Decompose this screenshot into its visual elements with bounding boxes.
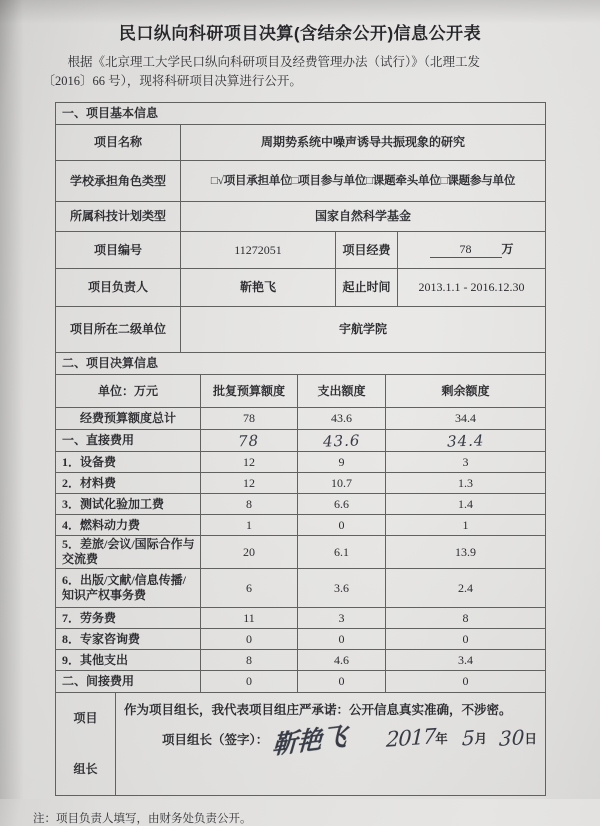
row-budget-handwritten <box>201 430 298 452</box>
row-spent: 10.7 <box>298 473 386 494</box>
funding-value: 78 <box>430 242 502 258</box>
column-header-budget: 批复预算额度 <box>201 375 298 408</box>
row-spent-handwritten <box>298 430 386 452</box>
row-remain: 3 <box>386 452 546 473</box>
row-budget: 12 <box>201 473 298 494</box>
unit-label: 项目所在二级单位 <box>56 307 181 353</box>
intro-line-1: 根据《北京理工大学民口纵向科研项目及经费管理办法（试行）》（北理工发 <box>67 55 481 69</box>
row-remain: 3.4 <box>386 650 546 671</box>
settlement-row-labor <box>56 608 546 629</box>
row-spent: 9 <box>298 452 386 473</box>
date-year-handwriting: 2017 <box>385 723 436 752</box>
row-budget: 0 <box>201 671 298 693</box>
side-label-line2: 组长 <box>73 762 98 776</box>
plan-type-row <box>56 202 546 232</box>
signature-side-label-cell <box>56 693 116 796</box>
row-spent: 0 <box>298 671 386 693</box>
row-budget: 6 <box>201 569 298 608</box>
signature-row <box>56 693 546 796</box>
row-label: 9．其他支出 <box>56 650 201 671</box>
row-label: 5．差旅/会议/国际合作与交流费 <box>56 536 201 569</box>
row-spent: 6.6 <box>298 494 386 515</box>
settlement-header-row <box>56 375 546 408</box>
project-no-value: 11272051 <box>181 232 336 269</box>
settlement-table <box>55 352 546 693</box>
row-label: 7．劳务费 <box>56 608 201 629</box>
row-remain: 0 <box>386 671 546 693</box>
signature-line <box>116 719 545 765</box>
basic-info-table <box>55 102 546 353</box>
handwritten-number: 78 <box>238 431 260 451</box>
date-year-suffix: 年 <box>435 732 448 747</box>
row-label: 2．材料费 <box>56 473 201 494</box>
row-spent: 3 <box>298 608 386 629</box>
row-label: 3．测试化验加工费 <box>56 494 201 515</box>
row-budget: 20 <box>201 536 298 569</box>
handwritten-number: 43.6 <box>322 431 361 451</box>
settlement-row-equipment <box>56 452 546 473</box>
row-label: 6．出版/文献/信息传播/知识产权事务费 <box>56 569 201 608</box>
settlement-row-indirect <box>56 671 546 693</box>
settlement-row-testing <box>56 494 546 515</box>
project-name-row <box>56 125 546 161</box>
row-budget: 8 <box>201 494 298 515</box>
row-remain: 13.9 <box>386 536 546 569</box>
settlement-row-fuel <box>56 515 546 536</box>
row-spent: 0 <box>298 515 386 536</box>
row-budget: 78 <box>201 408 298 430</box>
row-remain: 2.4 <box>386 569 546 608</box>
row-spent: 4.6 <box>298 650 386 671</box>
row-label: 一、直接费用 <box>56 430 201 452</box>
column-header-unit: 单位：万元 <box>56 375 201 408</box>
row-budget: 1 <box>201 515 298 536</box>
settlement-row-other <box>56 650 546 671</box>
role-type-label: 学校承担角色类型 <box>56 161 181 202</box>
row-label: 二、间接费用 <box>56 671 201 693</box>
row-label: 4．燃料动力费 <box>56 515 201 536</box>
row-label: 经费预算额度总计 <box>56 408 201 430</box>
plan-type-label: 所属科技计划类型 <box>56 202 181 232</box>
row-budget: 12 <box>201 452 298 473</box>
unit-value: 宇航学院 <box>181 307 546 353</box>
plan-type-value: 国家自然科学基金 <box>181 202 546 232</box>
sign-label: 项目组长（签字）： <box>162 733 269 748</box>
commitment-statement: 作为项目组长，我代表项目组庄严承诺：公开信息真实准确，不涉密。 <box>124 703 512 717</box>
row-remain: 34.4 <box>386 408 546 430</box>
date-month-handwriting: 5 <box>461 725 475 751</box>
unit-row <box>56 307 546 353</box>
handwritten-number: 34.4 <box>446 431 485 451</box>
column-header-spent: 支出额度 <box>298 375 386 408</box>
funding-label: 项目经费 <box>336 232 398 269</box>
role-type-checkboxes: □√项目承担单位□项目参与单位□课题牵头单位□课题参与单位 <box>181 161 546 202</box>
signature-handwriting: 靳艳飞 <box>271 721 348 760</box>
signature-date <box>386 725 537 753</box>
leader-value: 靳艳飞 <box>181 269 336 307</box>
row-remain: 8 <box>386 608 546 629</box>
project-name-label: 项目名称 <box>56 125 181 161</box>
form-title: 民口纵向科研项目决算(含结余公开)信息公开表 <box>118 24 482 43</box>
signature-table <box>55 692 546 796</box>
row-spent: 0 <box>298 629 386 650</box>
intro-paragraph <box>43 53 558 91</box>
date-day-suffix: 日 <box>524 732 537 747</box>
footnote: 注：项目负责人填写，由财务处负责公开。 <box>33 813 252 825</box>
project-no-label: 项目编号 <box>56 232 181 269</box>
funding-value-cell <box>398 232 546 269</box>
project-name-value: 周期势系统中噪声诱导共振现象的研究 <box>181 125 546 161</box>
date-day-handwriting: 30 <box>498 724 525 751</box>
row-spent: 6.1 <box>298 536 386 569</box>
row-budget: 11 <box>201 608 298 629</box>
signature-side-label <box>56 693 115 795</box>
row-label: 1．设备费 <box>56 452 201 473</box>
settlement-row-direct <box>56 430 546 452</box>
row-remain: 0 <box>386 629 546 650</box>
signature-content-cell <box>116 693 546 796</box>
project-no-row <box>56 232 546 269</box>
row-spent: 43.6 <box>298 408 386 430</box>
settlement-row-publication <box>56 569 546 608</box>
settlement-section-title: 二、项目决算信息 <box>56 353 546 375</box>
row-budget: 8 <box>201 650 298 671</box>
form-table <box>55 102 545 796</box>
basic-info-section-title: 一、项目基本信息 <box>56 103 546 125</box>
settlement-row-travel <box>56 536 546 569</box>
date-month-suffix: 月 <box>474 732 488 747</box>
side-label-line1: 项目 <box>73 711 98 725</box>
leader-row <box>56 269 546 307</box>
basic-info-section-row <box>56 103 546 125</box>
row-remain: 1.4 <box>386 494 546 515</box>
role-type-row <box>56 161 546 202</box>
row-remain: 1.3 <box>386 473 546 494</box>
settlement-row-consulting <box>56 629 546 650</box>
row-remain: 1 <box>386 515 546 536</box>
settlement-row-total <box>56 408 546 430</box>
funding-unit: 万 <box>501 242 514 256</box>
row-budget: 0 <box>201 629 298 650</box>
leader-label: 项目负责人 <box>56 269 181 307</box>
row-label: 8．专家咨询费 <box>56 629 201 650</box>
settlement-section-row <box>56 353 546 375</box>
duration-value: 2013.1.1 - 2016.12.30 <box>398 269 546 307</box>
row-spent: 3.6 <box>298 569 386 608</box>
column-header-remain: 剩余额度 <box>386 375 546 408</box>
intro-line-2: 〔2016〕66 号），现将科研项目决算进行公开。 <box>42 74 302 88</box>
settlement-row-materials <box>56 473 546 494</box>
row-remain-handwritten <box>386 430 546 452</box>
duration-label: 起止时间 <box>336 269 398 307</box>
